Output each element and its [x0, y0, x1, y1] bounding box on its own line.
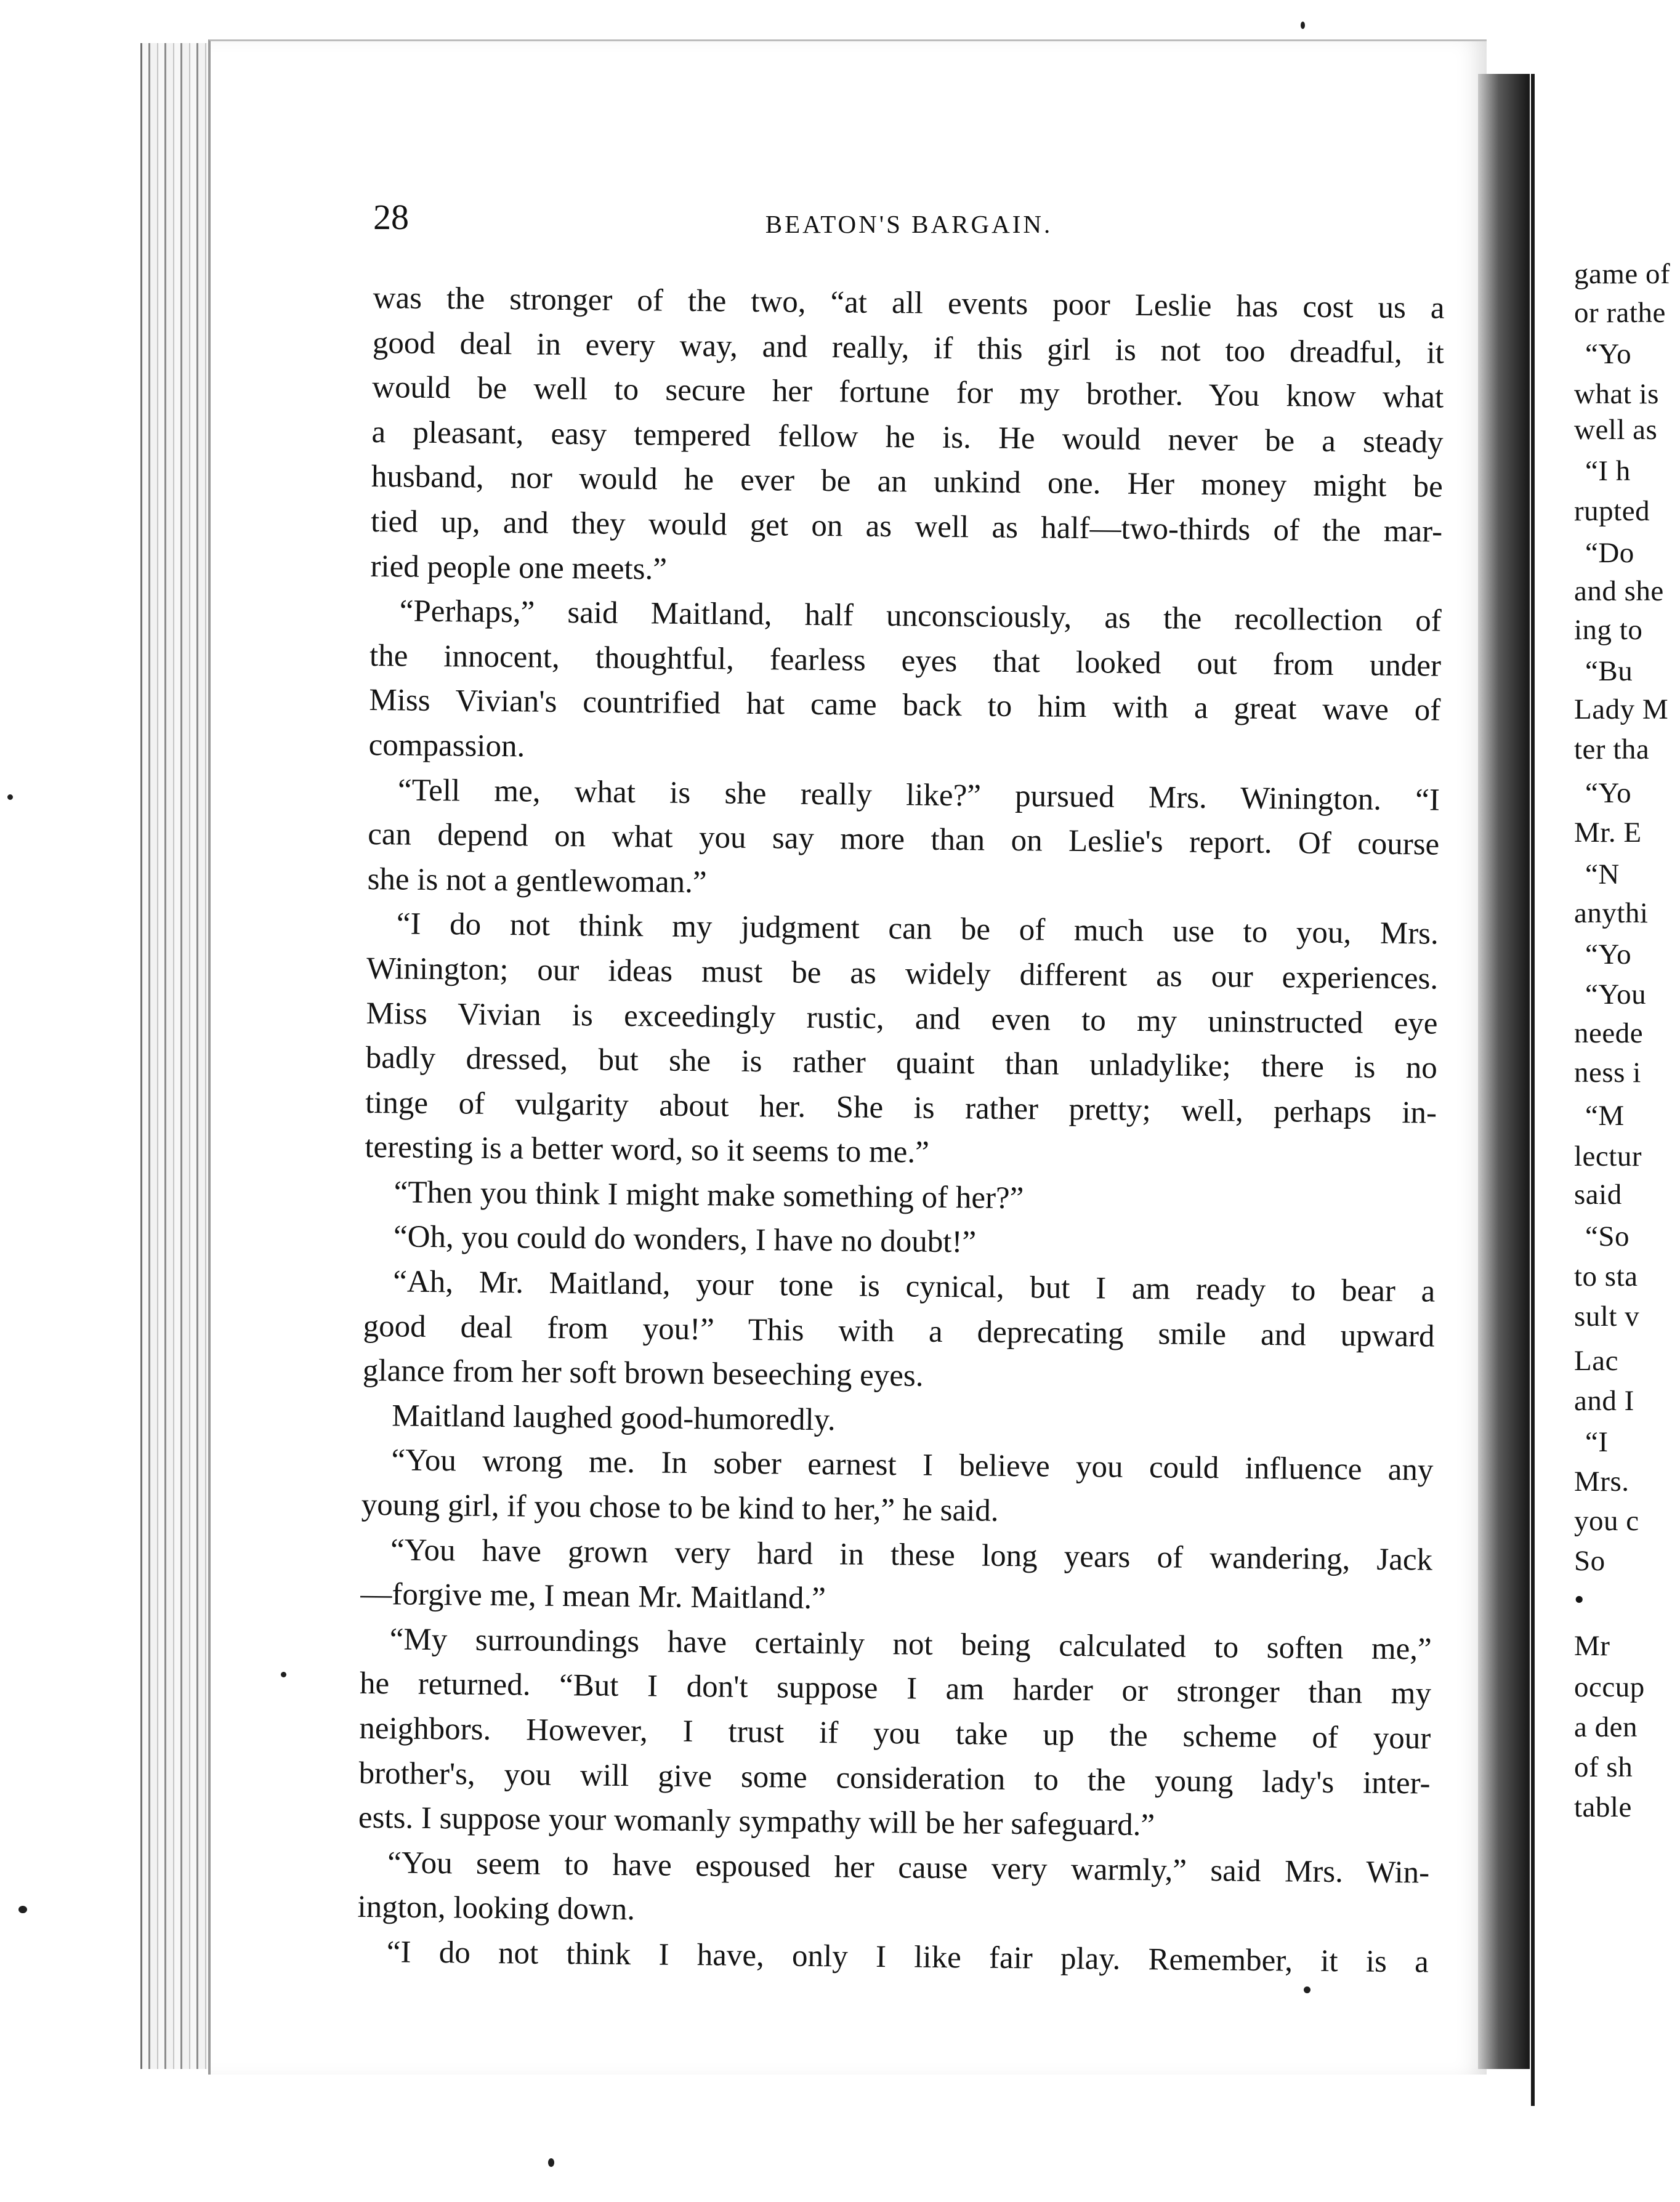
text-line: —forgive me, I mean Mr. Maitland.” — [360, 1577, 826, 1616]
text-line: compassion. — [368, 727, 525, 764]
adjacent-page-line: “Bu — [1585, 655, 1633, 687]
running-head: BEATON'S BARGAIN. — [765, 210, 1053, 238]
text-line: brother's, you will give some consideration to the young lady's inter- — [358, 1756, 1431, 1801]
adjacent-page-line: “You — [1585, 978, 1647, 1010]
adjacent-page-line: of sh — [1574, 1751, 1633, 1783]
adjacent-page-line: “M — [1585, 1100, 1625, 1132]
body-text — [357, 276, 1445, 1985]
adjacent-page-line: Lady M — [1574, 693, 1669, 725]
page-header — [373, 196, 1445, 245]
adjacent-page-line: well as — [1574, 414, 1658, 446]
text-line: she is not a gentlewoman.” — [367, 861, 707, 900]
adjacent-page-line: occup — [1574, 1671, 1645, 1703]
adjacent-page-line: “So — [1585, 1220, 1630, 1252]
adjacent-page-line: Mrs. — [1574, 1466, 1630, 1498]
adjacent-page-line: • — [1574, 1584, 1585, 1616]
adjacent-page-line: So — [1574, 1545, 1605, 1577]
adjacent-page-line: “I — [1585, 1426, 1609, 1458]
adjacent-page-line: or rathe — [1574, 297, 1666, 329]
scan-speck — [1301, 22, 1305, 29]
adjacent-page-line: sult v — [1574, 1301, 1640, 1333]
text-line: “Ah, Mr. Maitland, your tone is cynical, but I am ready to bear a — [393, 1264, 1436, 1309]
adjacent-page-line: “Yo — [1585, 777, 1632, 809]
adjacent-page-line: ing to — [1574, 614, 1643, 646]
adjacent-page-line: you c — [1574, 1505, 1639, 1537]
adjacent-page-line: game of — [1574, 258, 1671, 290]
text-line: badly dressed, but she is rather quaint than unladylike; there is no — [365, 1041, 1437, 1086]
text-line: good deal in every way, and really, if this girl is not too dreadful, it — [372, 325, 1445, 371]
text-line: ried people one meets.” — [370, 549, 668, 587]
adjacent-page-line: Lac — [1574, 1345, 1618, 1377]
adjacent-page-line: anythi — [1574, 897, 1649, 929]
adjacent-page-fragment — [1531, 74, 1680, 2106]
text-line: “Then you think I might make something of her?” — [394, 1175, 1024, 1216]
scan-speck — [7, 794, 13, 800]
adjacent-page-line: lectur — [1574, 1140, 1642, 1172]
text-line: tied up, and they would get on as well as half—two-thirds of the mar- — [370, 504, 1443, 549]
scan-speck — [1304, 1986, 1310, 1993]
adjacent-page-line: a den — [1574, 1711, 1638, 1743]
adjacent-page-line: table — [1574, 1791, 1632, 1823]
text-line: neighbors. However, I trust if you take up the scheme of your — [359, 1711, 1431, 1756]
text-line: Winington; our ideas must be as widely different as our experiences. — [366, 951, 1439, 996]
text-line: husband, nor would he ever be an unkind one. Her money might be — [371, 459, 1444, 505]
adjacent-page-line: and she — [1574, 575, 1664, 607]
text-line: the innocent, thoughtful, fearless eyes that looked out from under — [369, 638, 1442, 684]
adjacent-page-line: to sta — [1574, 1260, 1638, 1293]
text-line: a pleasant, easy tempered fellow he is. He would never be a steady — [371, 414, 1444, 460]
adjacent-page-line: neede — [1574, 1017, 1644, 1049]
stacked-page-edges — [140, 43, 216, 2069]
text-line: Miss Vivian is exceedingly rustic, and even to my uninstructed eye — [366, 996, 1438, 1041]
text-line: young girl, if you chose to be kind to her,” he said. — [361, 1487, 999, 1528]
adjacent-page-line: “Do — [1585, 537, 1634, 569]
book-gutter — [1478, 74, 1530, 2069]
text-line: “Perhaps,” said Maitland, half unconsciously, as the recollection of — [399, 594, 1442, 639]
text-line: teresting is a better word, so it seems to me.” — [365, 1130, 930, 1171]
text-line: “You wrong me. In sober earnest I believe you could influence any — [391, 1443, 1434, 1488]
adjacent-page-line: “Yo — [1585, 938, 1632, 970]
text-line: would be well to secure her fortune for my brother. You know what — [371, 370, 1444, 415]
adjacent-page-line: “I h — [1585, 455, 1631, 487]
text-line: good deal from you!” This with a deprecating smile and upward — [363, 1309, 1435, 1354]
adjacent-page-line: ness i — [1574, 1057, 1641, 1089]
text-line: Maitland laughed good-humoredly. — [391, 1398, 836, 1438]
text-line: ests. I suppose your womanly sympathy will be her safeguard.” — [358, 1801, 1155, 1843]
text-line: he returned. “But I don't suppose I am harder or stronger than my — [359, 1666, 1432, 1712]
text-line: “I do not think my judgment can be of much use to you, Mrs. — [396, 906, 1439, 951]
adjacent-page-line: Mr — [1574, 1630, 1610, 1662]
page-number: 28 — [373, 197, 409, 237]
scan-speck — [18, 1906, 27, 1913]
adjacent-page-line: what is — [1574, 378, 1659, 410]
adjacent-page-line: and I — [1574, 1385, 1634, 1417]
text-line: glance from her soft brown beseeching eyes. — [362, 1353, 924, 1393]
text-line: ington, looking down. — [357, 1890, 636, 1927]
text-line: tinge of vulgarity about her. She is rather pretty; well, perhaps in- — [365, 1085, 1437, 1131]
text-line: can depend on what you say more than on Leslie's report. Of course — [368, 817, 1440, 862]
text-line: “You have grown very hard in these long years of wandering, Jack — [390, 1532, 1433, 1578]
text-line: “Oh, you could do wonders, I have no doubt!” — [393, 1219, 977, 1260]
adjacent-page-line: “Yo — [1585, 338, 1632, 370]
text-line: Miss Vivian's countrified hat came back to him with a great wave of — [369, 683, 1441, 728]
text-line: “Tell me, what is she really like?” pursued Mrs. Winington. “I — [397, 772, 1440, 818]
scan-speck — [548, 2158, 554, 2167]
adjacent-page-line: said — [1574, 1179, 1622, 1211]
text-line: “My surroundings have certainly not being calculated to soften me,” — [389, 1622, 1432, 1667]
scan-speck — [281, 1672, 286, 1677]
text-line: was the stronger of the two, “at all events poor Leslie has cost us a — [373, 280, 1445, 326]
text-line: “I do not think I have, only I like fair play. Remember, it is a — [386, 1935, 1429, 1980]
adjacent-page-line: Mr. E — [1574, 817, 1642, 849]
text-line: “You seem to have espoused her cause very warmly,” said Mrs. Win- — [387, 1845, 1430, 1890]
adjacent-page-line: “N — [1585, 858, 1620, 890]
adjacent-page-line: ter tha — [1574, 733, 1650, 765]
adjacent-page-line: rupted — [1574, 495, 1650, 527]
